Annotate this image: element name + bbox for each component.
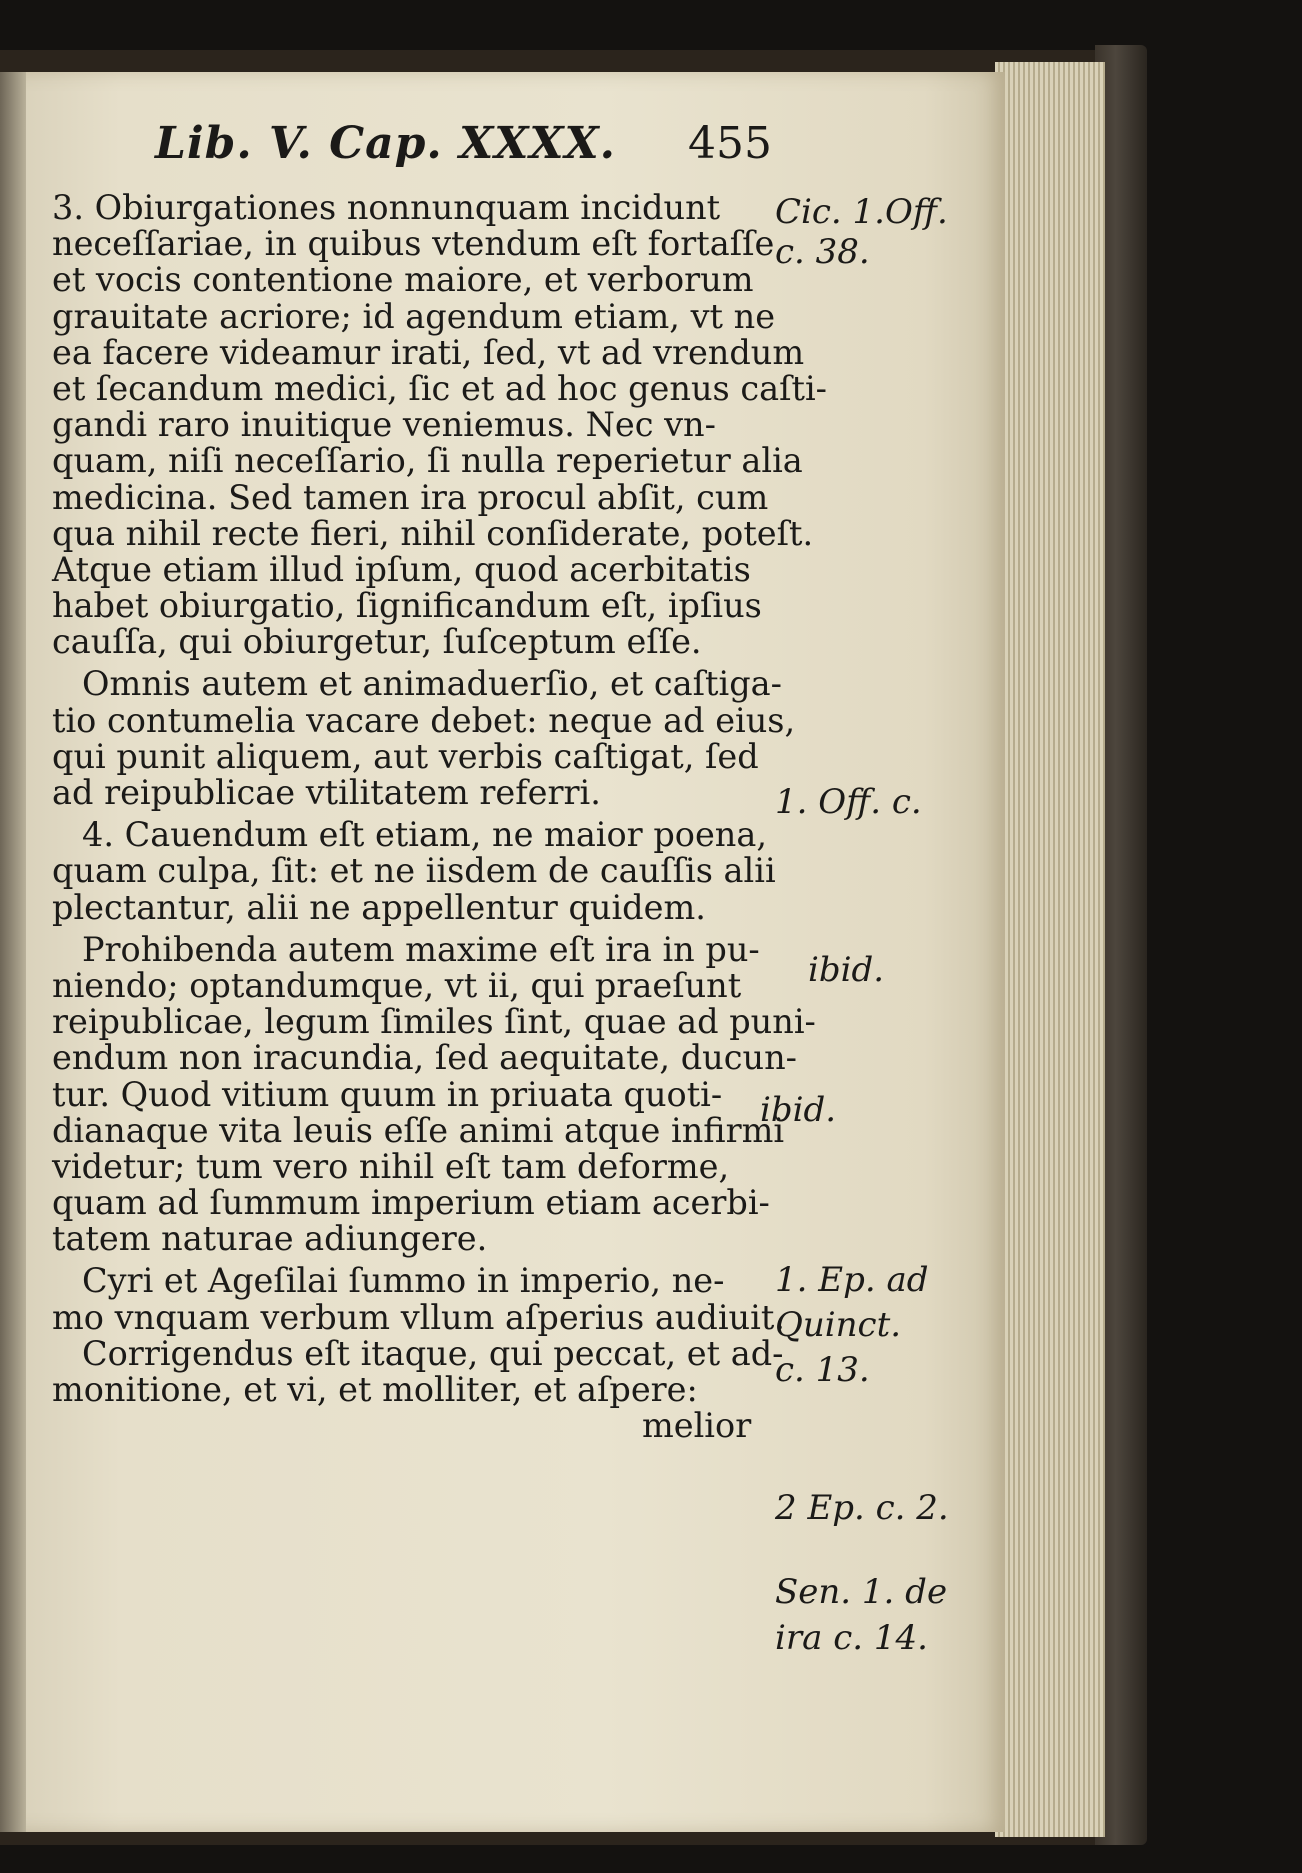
text-line: et ſecandum medici, ſic et ad hoc genus caſti-	[52, 368, 827, 408]
text-line: ad reipublicae vtilitatem referri.	[52, 773, 601, 812]
text-line: quam, niſi neceſſario, ſi nulla reperietur alia	[52, 441, 803, 481]
text-line: Omnis autem et animaduerſio, et caſtiga-	[82, 664, 782, 704]
text-line: ea facere videamur irati, ſed, vt ad vrendum	[52, 332, 805, 372]
margin-note: Cic. 1.Off.	[775, 192, 948, 232]
text-line: qui punit aliquem, aut verbis caſtigat, ſed	[52, 736, 759, 776]
text-line: videtur; tum vero nihil eſt tam deforme,	[52, 1146, 730, 1186]
page-gutter	[0, 72, 26, 1832]
text-line: plectantur, alii ne appellentur quidem.	[52, 887, 706, 927]
text-line: 3. Obiurgationes nonnunquam incidunt	[52, 188, 721, 227]
margin-note: Sen. 1. de	[775, 1572, 948, 1612]
margin-note: ibid.	[808, 950, 885, 990]
margin-note: 2 Ep. c. 2.	[775, 1488, 949, 1528]
text-line: medicina. Sed tamen ira procul abſit, cum	[52, 477, 769, 517]
text-line: habet obiurgatio, ſignificandum eſt, ipſius	[52, 586, 762, 626]
page-stack-edges	[995, 62, 1105, 1837]
text-line: tio contumelia vacare debet: neque ad eius,	[52, 700, 796, 740]
text-line: grauitate acriore; id agendum etiam, vt ne	[52, 296, 776, 336]
text-line: quam culpa, ſit: et ne iisdem de cauſſis alii	[52, 851, 776, 891]
margin-note: c. 38.	[775, 232, 870, 272]
text-line: et vocis contentione maiore, et verborum	[52, 260, 754, 300]
text-line: qua nihil recte fieri, nihil conſiderate, poteſt.	[52, 513, 814, 553]
text-line: tur. Quod vitium quum in priuata quoti-	[52, 1074, 723, 1114]
text-line: endum non iracundia, ſed aequitate, ducun-	[52, 1038, 797, 1078]
text-line: niendo; optandumque, vt ii, qui praeſunt	[52, 965, 742, 1005]
margin-note: ira c. 14.	[775, 1618, 928, 1658]
text-line: cauſſa, qui obiurgetur, ſuſceptum eſſe.	[52, 622, 702, 662]
text-line: tatem naturae adiungere.	[52, 1219, 488, 1259]
margin-note: Quinct.	[775, 1305, 902, 1345]
page-number: 455	[688, 118, 772, 169]
text-line: Cyri et Ageſilai ſummo in imperio, ne-	[82, 1261, 725, 1301]
running-title: Lib. V. Cap. XXXX.	[155, 118, 616, 169]
text-line: gandi raro inuitique veniemus. Nec vn-	[52, 405, 716, 445]
text-line: Prohibenda autem maxime eſt ira in pu-	[82, 929, 760, 969]
text-line: neceſſariae, in quibus vtendum eſt fortaſſe	[52, 224, 775, 264]
catchword: melior	[642, 1406, 752, 1446]
text-line: dianaque vita leuis eſſe animi atque infirmi	[52, 1110, 785, 1150]
text-line: monitione, et vi, et molliter, et aſpere:	[52, 1370, 698, 1409]
margin-note: 1. Ep. ad	[775, 1260, 929, 1300]
margin-note: ibid.	[760, 1090, 837, 1130]
margin-note: 1. Off. c.	[775, 782, 922, 822]
text-line: Corrigendus eſt itaque, qui peccat, et ad-	[82, 1333, 784, 1373]
margin-note: c. 13.	[775, 1350, 870, 1390]
text-line: 4. Cauendum eſt etiam, ne maior poena,	[82, 815, 767, 855]
text-line: quam ad ſummum imperium etiam acerbi-	[52, 1183, 770, 1223]
text-line: reipublicae, legum ſimiles ſint, quae ad puni-	[52, 1002, 816, 1042]
text-line: mo vnquam verbum vllum aſperius audiuit.	[52, 1297, 785, 1337]
text-line: Atque etiam illud ipſum, quod acerbitatis	[52, 549, 751, 589]
